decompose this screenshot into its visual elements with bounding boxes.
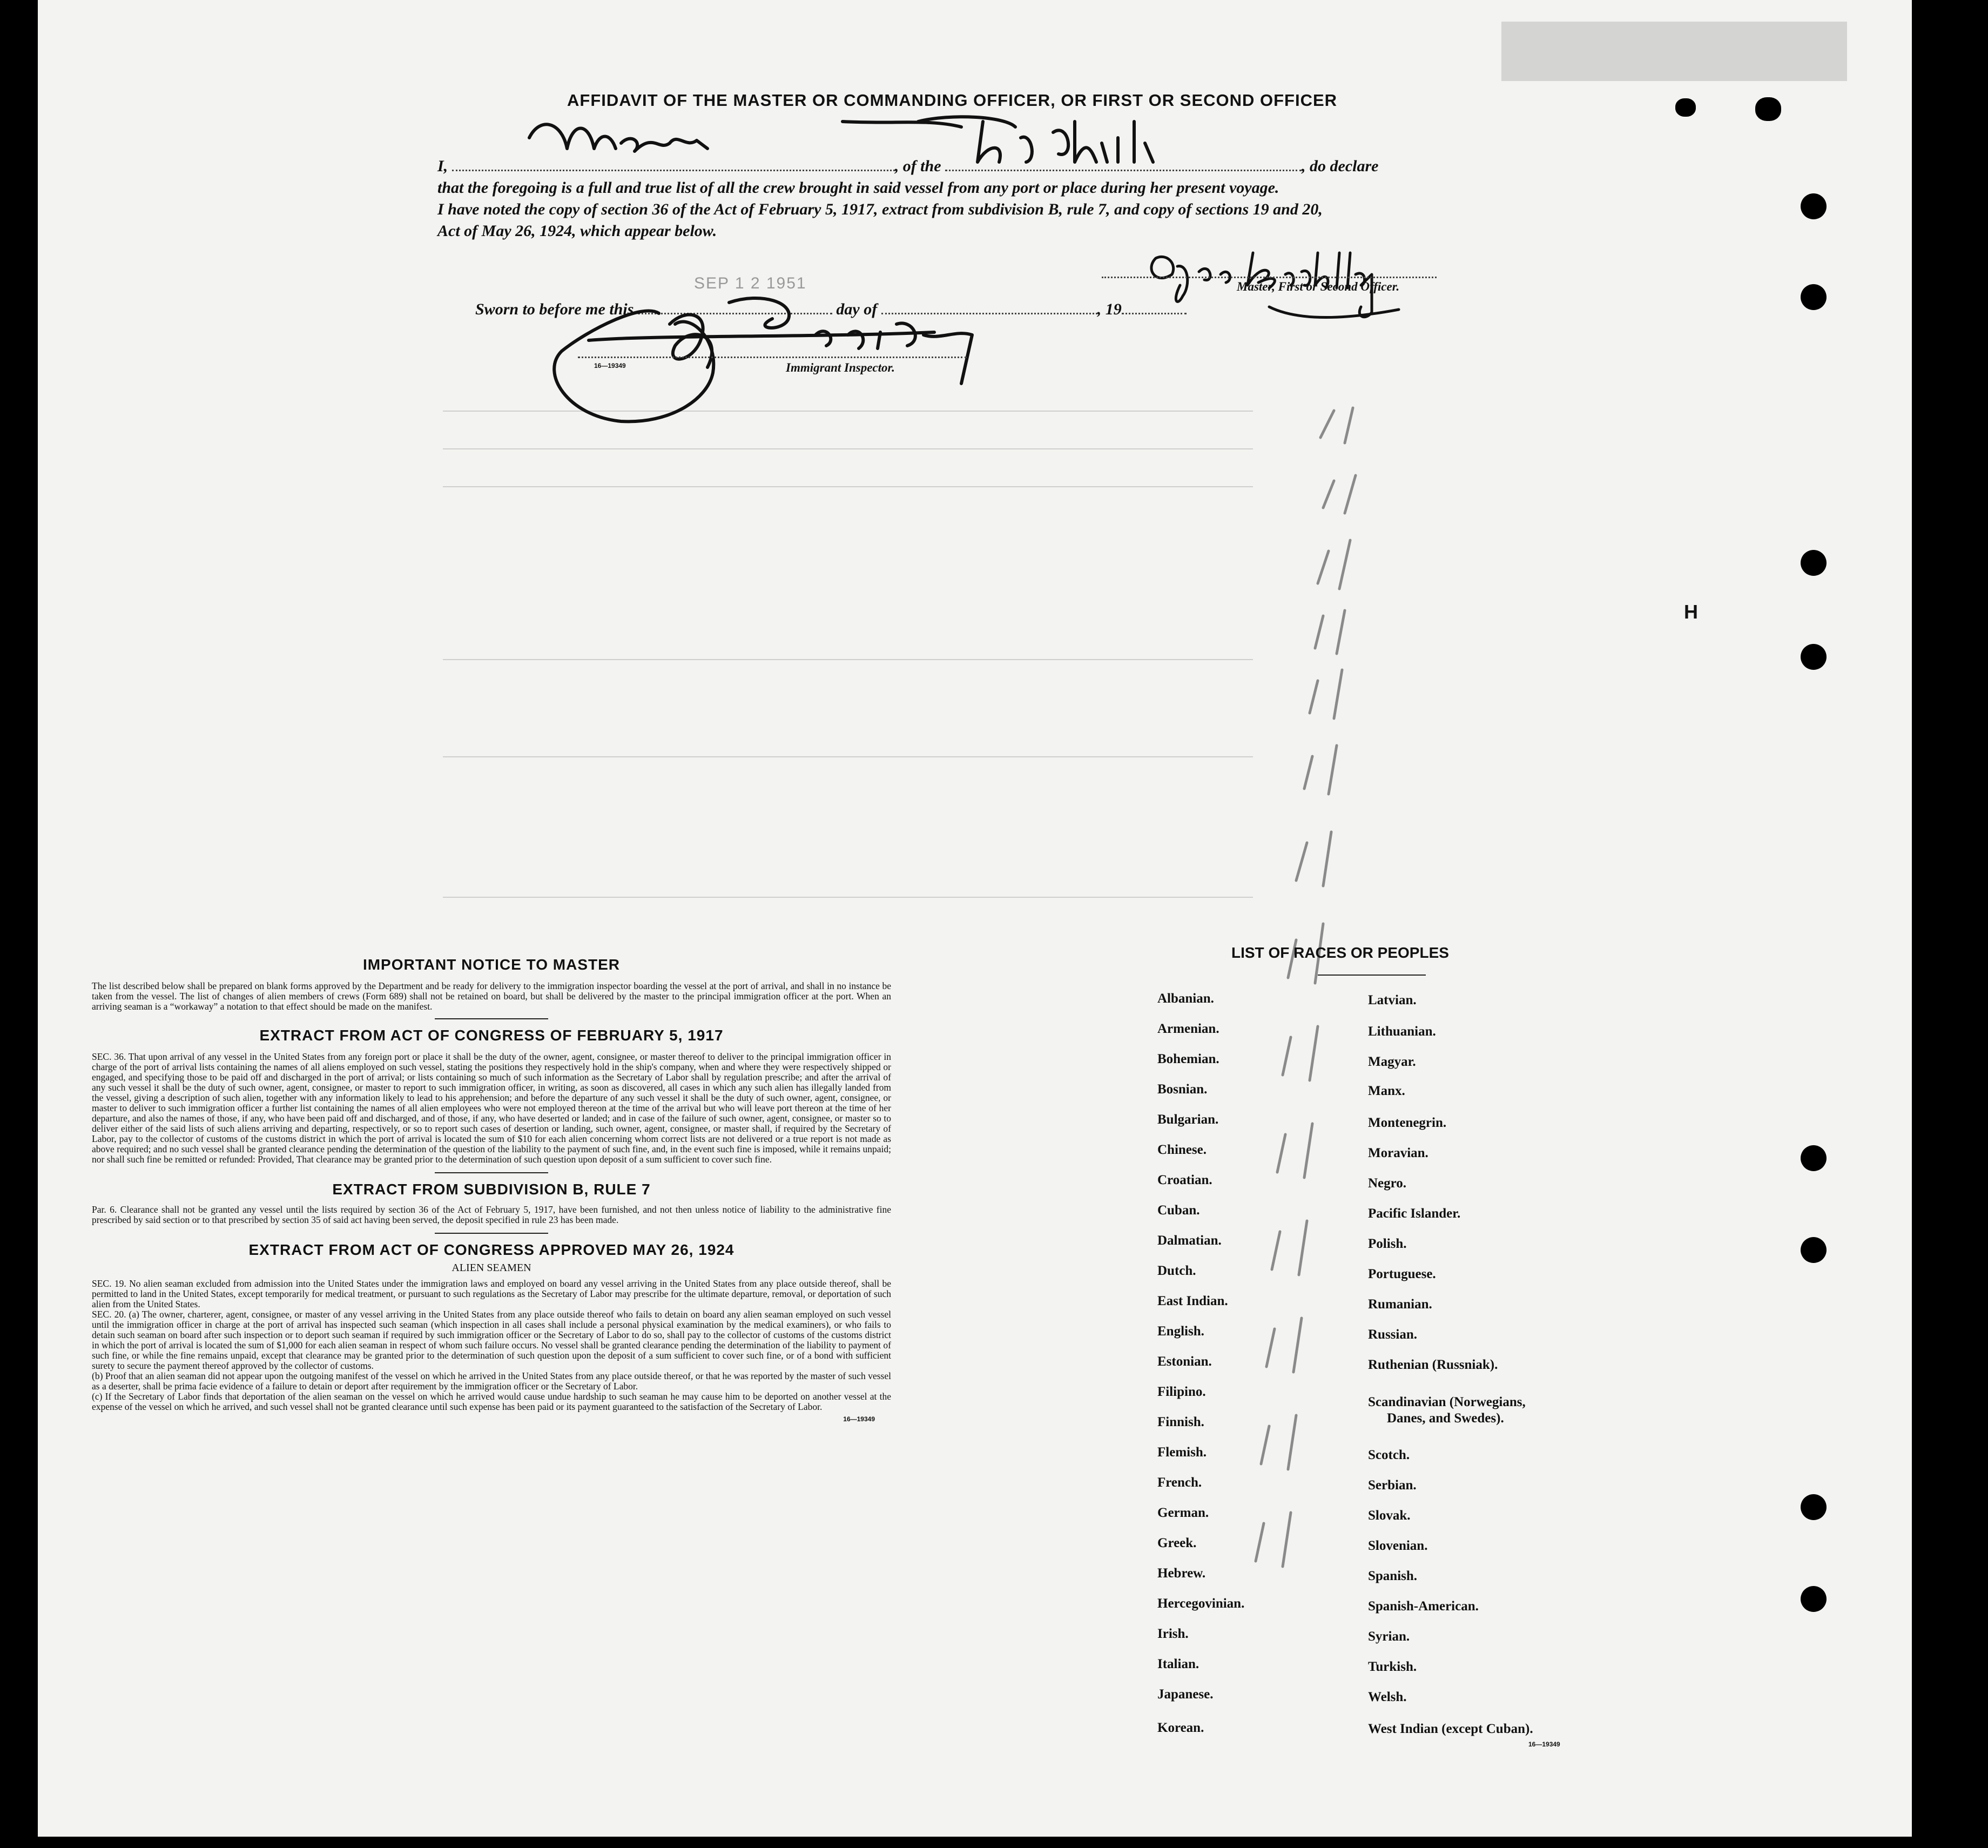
race-item: Rumanian.: [1368, 1297, 1432, 1312]
legal-notices: [92, 956, 891, 1423]
bleed-through-line: [443, 448, 1253, 449]
race-item: Bulgarian.: [1157, 1112, 1219, 1127]
race-item: Polish.: [1368, 1237, 1407, 1251]
race-item: Japanese.: [1157, 1687, 1214, 1702]
race-item: Armenian.: [1157, 1022, 1219, 1036]
race-item: Bosnian.: [1157, 1082, 1208, 1097]
punch-hole: [1801, 644, 1827, 670]
officer-signature-line: [1102, 277, 1437, 278]
race-item: Hebrew.: [1157, 1566, 1206, 1581]
race-item: Russian.: [1368, 1327, 1418, 1342]
of-the-label: , of the: [894, 157, 941, 175]
small-form-number: 16—19349: [843, 1415, 875, 1423]
handwritten-master-signature: [518, 111, 1275, 176]
race-item: Hercegovinian.: [1157, 1596, 1245, 1611]
check-marks: [1242, 378, 1383, 1653]
year-label: , 19: [1097, 300, 1122, 318]
inspector-signature-label: Immigrant Inspector.: [786, 361, 895, 374]
punch-hole: [1801, 1586, 1827, 1612]
extract-rule7-title: EXTRACT FROM SUBDIVISION B, RULE 7: [332, 1181, 651, 1198]
punch-hole: [1801, 193, 1827, 219]
extract-1917-body: SEC. 36. That upon arrival of any vessel in the United States from any foreign port or place it shall be the duty of the owner, agent, consignee, or master thereof to deliver to the principal immigration officer in charge of the port of arrival lists containing the names of all aliens employed on such vessel, stating the positions they respectively hold in the ship's company, when and where they were respectively shipped or engaged, and specifying those to be paid off and discharged in the port of arrival; or lists containing so much of such information as the Secretary of Labor shall by regulation prescribe; and after the arrival of any such vessel it shall be the duty of such owner, agent, consignee, or master to report to such immigration officer, in writing, as soon as discovered, all cases in which any such alien has illegally landed from the vessel, giving a description of such alien, together with any information likely to lead to his apprehension; and before the departure of any such vessel it shall be the duty of such owner, agent, consignee, or master to deliver to such immigration officer a further list containing the names of all alien employees who were not employed thereon at the time of the arrival but who will leave port thereon at the time of her departure, and also the names of those, if any, who have been paid off and discharged, and of those, if any, who have deserted or landed; and in case of the failure of such owner, agent, consignee, or master so to deliver either of the said lists of such aliens arriving and departing, respectively, or so to report such cases of desertion or landing, such owner, agent, consignee, or master shall, if required by the Secretary of Labor, pay to the collector of customs of the customs district in which the port of arrival is located the sum of $10 for each alien concerning whom correct lists are not delivered or a true report is not made as above required; and no such vessel shall be granted clearance pending the determination of the question of the liability to the payment of such fine, and, in the event such fine is imposed, while it remains unpaid; nor shall such fine be remitted or refunded: Provided, That clearance may be granted prior to the determination of such question upon deposit of a sum sufficient to cover such fine.: [92, 1051, 891, 1165]
punch-hole: [1801, 1237, 1827, 1263]
race-item: Scandinavian (Norwegians,: [1368, 1395, 1526, 1409]
race-item: Spanish.: [1368, 1569, 1418, 1583]
punch-hole: [1801, 1494, 1827, 1520]
races-title: LIST OF RACES OR PEOPLES: [1231, 944, 1449, 961]
torn-corner: [1501, 22, 1847, 81]
race-item: Welsh.: [1368, 1690, 1407, 1704]
race-item: Turkish.: [1368, 1659, 1417, 1674]
notice-title: IMPORTANT NOTICE TO MASTER: [362, 956, 621, 973]
race-item: Slovenian.: [1368, 1538, 1428, 1553]
race-item: Filipino.: [1157, 1385, 1206, 1399]
race-item: Slovak.: [1368, 1508, 1411, 1523]
inspector-signature-line: [578, 357, 967, 358]
small-form-number: 16—19349: [1528, 1741, 1560, 1748]
officer-signature-label: Master, First or Second Officer.: [1237, 280, 1400, 293]
date-stamp: SEP 1 2 1951: [694, 274, 807, 292]
declaration-line-4: Act of May 26, 1924, which appear below.: [437, 222, 717, 240]
race-item: East Indian.: [1157, 1294, 1228, 1308]
extract-1924-subtitle: ALIEN SEAMEN: [451, 1262, 531, 1274]
race-item: Cuban.: [1157, 1203, 1200, 1218]
race-item: Estonian.: [1157, 1354, 1212, 1369]
document-page: [38, 0, 1912, 1837]
ink-blot: [1755, 97, 1781, 121]
section-divider: [435, 1018, 548, 1019]
race-item: Lithuanian.: [1368, 1024, 1436, 1039]
race-item: Bohemian.: [1157, 1052, 1219, 1066]
race-item: Flemish.: [1157, 1445, 1207, 1460]
sworn-label: Sworn to before me this: [475, 300, 634, 318]
declaration-line-2: that the foregoing is a full and true list of all the crew brought in said vessel from any port or place during her present voyage.: [437, 179, 1279, 197]
race-item: Dalmatian.: [1157, 1233, 1222, 1248]
race-item: Moravian.: [1368, 1146, 1428, 1160]
bleed-through-line: [443, 897, 1253, 898]
small-form-number: 16—19349: [594, 362, 626, 369]
extract-1917-title: EXTRACT FROM ACT OF CONGRESS OF FEBRUARY 5, 1917: [259, 1027, 724, 1044]
race-item-continuation: Danes, and Swedes).: [1387, 1411, 1504, 1426]
race-item: Latvian.: [1368, 993, 1417, 1007]
punch-hole: [1801, 550, 1827, 576]
notice-body: The list described below shall be prepared on blank forms approved by the Department and be ready for delivery to the immigration inspector boarding the vessel at the port of arrival, and shall in no instance be taken from the vessel. The list of changes of alien members of crews (Form 689) shall not be retained on board, but shall be delivered by the master to the principal immigration officer at the port. When an arriving seaman is a “workaway” a notation to that effect should be made on the manifest.: [92, 980, 891, 1012]
punch-hole: [1801, 284, 1827, 310]
section-divider: [435, 1172, 548, 1173]
sworn-year-field: [1122, 299, 1187, 314]
race-item: Serbian.: [1368, 1478, 1417, 1493]
race-item: Italian.: [1157, 1657, 1199, 1671]
race-item: Albanian.: [1157, 991, 1214, 1006]
affidavit-title: AFFIDAVIT OF THE MASTER OR COMMANDING OFFICER, OR FIRST OR SECOND OFFICER: [567, 91, 1338, 110]
sec19-body: SEC. 19. No alien seaman excluded from admission into the United States under the immigration laws and employed on board any vessel arriving in the United States from any place outside thereof, shall be permitted to land in the United States, except temporarily for medical treatment, or pursuant to such regulations as the Secretary of Labor may prescribe for the ultimate departure, removal, or deportation of such alien from the United States.: [92, 1278, 891, 1309]
extract-rule7-body: Par. 6. Clearance shall not be granted any vessel until the lists required by section 36 of the Act of February 5, 1917, have been furnished, and not then unless notice of liability to the administrative fine prescribed by said section or to that prescribed by section 35 of said act having been served, the deposit specified in rule 23 has been made.: [92, 1204, 891, 1225]
race-item: Finnish.: [1157, 1415, 1204, 1429]
race-item: Magyar.: [1368, 1054, 1416, 1069]
i-label: I,: [437, 157, 448, 175]
race-item: Pacific Islander.: [1368, 1206, 1461, 1221]
day-of-label: day of: [836, 300, 878, 318]
sec20b-body: (b) Proof that an alien seaman did not appear upon the outgoing manifest of the vessel on which he arrived in the United States from any place outside thereof, or that he was reported by the master of such vessel as a deserter, shall be prima facie evidence of a failure to detain or deport after requirement by the immigration officer or the Secretary of Labor.: [92, 1370, 891, 1392]
extract-1924-title: EXTRACT FROM ACT OF CONGRESS APPROVED MAY 26, 1924: [248, 1241, 734, 1258]
race-item: Irish.: [1157, 1627, 1189, 1641]
race-item: West Indian (except Cuban).: [1368, 1722, 1533, 1736]
bleed-through-line: [443, 756, 1253, 757]
race-item: Montenegrin.: [1368, 1115, 1447, 1130]
race-item: French.: [1157, 1475, 1202, 1490]
margin-mark: H: [1684, 601, 1698, 623]
race-item: Dutch.: [1157, 1264, 1196, 1278]
race-item: Negro.: [1368, 1176, 1407, 1191]
punch-hole: [1801, 1145, 1827, 1171]
race-item: Manx.: [1368, 1084, 1405, 1098]
sec20a-body: SEC. 20. (a) The owner, charterer, agent, consignee, or master of any vessel arriving in the United States from any place outside thereof who fails to detain on board any alien seaman employed on such vessel until the immigration officer in charge at the port of arrival has inspected such seaman (which inspection in all cases shall include a personal physical examination by the medical examiners), or who fails to detain such seaman on board after such inspection or to deport such seaman if required by such immigration officer or the Secretary of Labor to do so, shall pay to the collector of customs of the customs district in which the port of arrival is located the sum of $1,000 for each alien seaman in respect of whom such failure occurs. No vessel shall be granted clearance pending the determination of the liability to payment of such fine, or while the fine remains unpaid, except that clearance may be granted prior to the determination of such question upon the deposit of a sum sufficient to cover such fine, or of a bond with sufficient surety to secure the payment thereof approved by the collector of customs.: [92, 1309, 891, 1371]
race-item: Croatian.: [1157, 1173, 1212, 1187]
race-item: Syrian.: [1368, 1629, 1410, 1644]
bleed-through-line: [443, 659, 1253, 660]
race-item: German.: [1157, 1506, 1209, 1520]
race-item: Scotch.: [1368, 1448, 1410, 1462]
race-item: Korean.: [1157, 1721, 1204, 1735]
do-declare-label: , do declare: [1302, 157, 1379, 175]
race-item: Greek.: [1157, 1536, 1197, 1550]
declaration-line-3: I have noted the copy of section 36 of the Act of February 5, 1917, extract from subdivision B, rule 7, and copy of sections 19 and 20,: [437, 200, 1323, 218]
sec20c-body: (c) If the Secretary of Labor finds that deportation of the alien seaman on the vessel on which he arrived would cause undue hardship to such seaman he may cause him to be deported on another vessel at the expense of the vessel on which he arrived, and such vessel shall not be granted clearance until such expense has been paid or its payment guaranteed to the satisfaction of the Secretary of Labor.: [92, 1391, 891, 1412]
bleed-through-line: [443, 486, 1253, 487]
race-item: Portuguese.: [1368, 1267, 1436, 1281]
race-item: Spanish-American.: [1368, 1599, 1479, 1614]
race-item: English.: [1157, 1324, 1204, 1339]
race-item: Chinese.: [1157, 1143, 1207, 1157]
section-divider: [435, 1233, 548, 1234]
race-item: Ruthenian (Russniak).: [1368, 1358, 1498, 1372]
ink-blot: [1675, 98, 1696, 117]
races-title-rule: [1318, 975, 1426, 976]
